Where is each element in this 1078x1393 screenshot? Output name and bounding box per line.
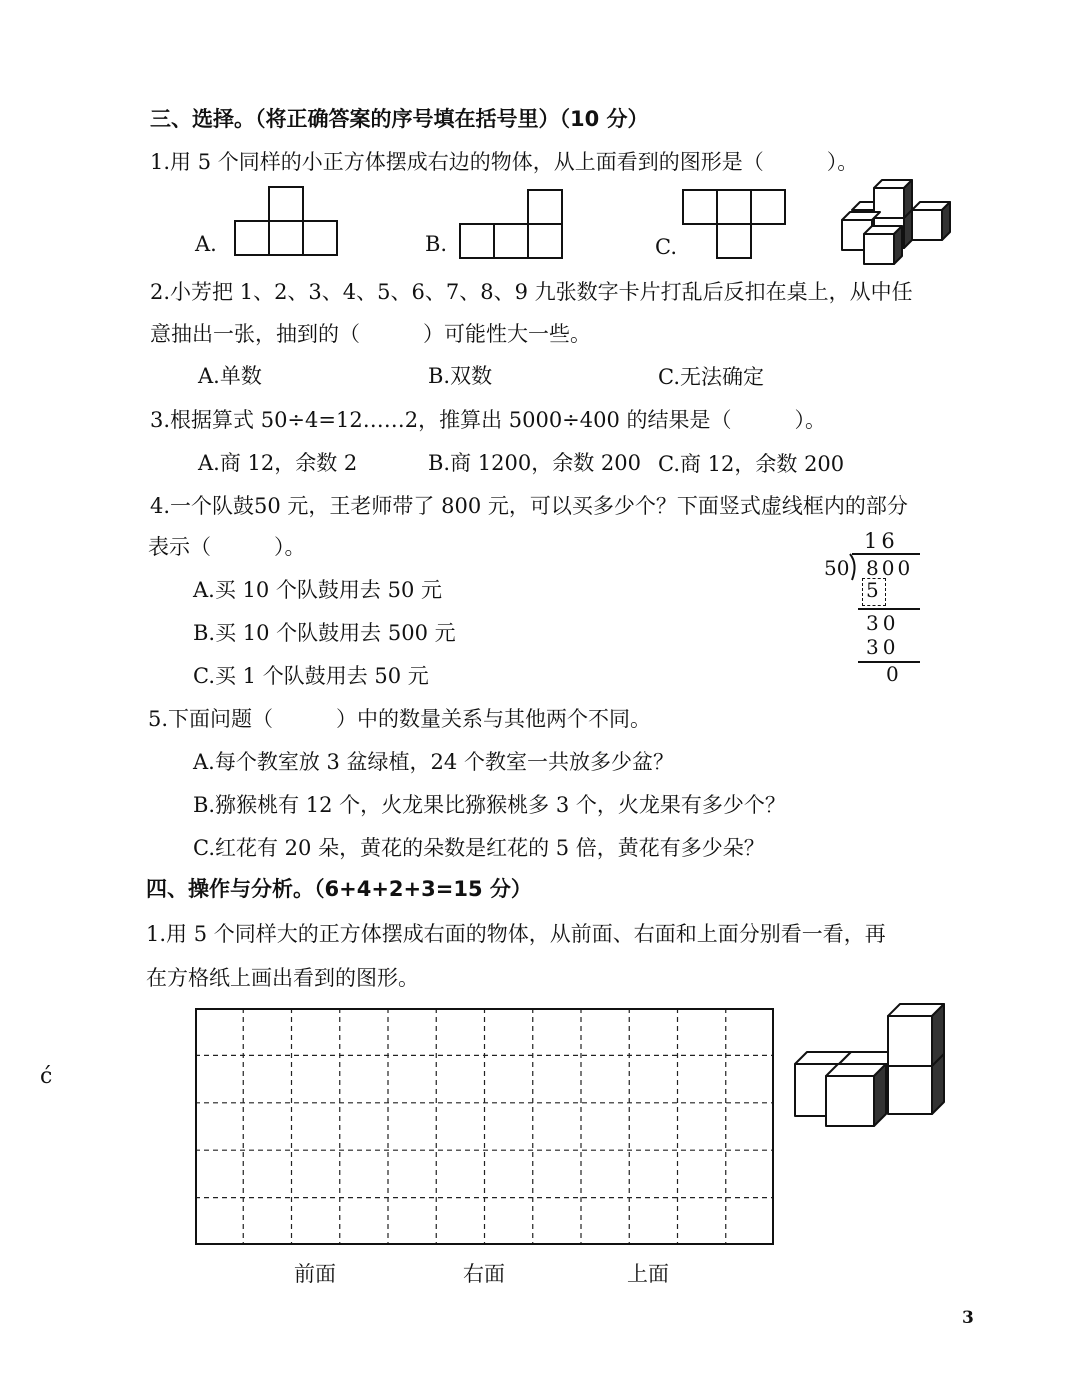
page-number: 3 [962,1308,974,1328]
division-dividend: 800 [866,556,914,580]
q3-option-a: A.商 12，余数 2 [198,451,358,475]
q1-figure-b [459,188,565,260]
label-front: 前面 [294,1262,336,1286]
q2-option-b: B.双数 [428,364,493,388]
margin-mark: ć [40,1064,53,1089]
division-step1: 5 [866,578,879,602]
q3-stem: 3.根据算式 50÷4=12……2，推算出 5000÷400 的结果是（ ）。 [150,408,827,432]
q1-option-c: C. [655,235,677,259]
q3-option-c: C.商 12，余数 200 [658,452,845,476]
q1-option-b: B. [425,232,448,256]
q1-option-a: A. [195,232,217,256]
q2-option-c: C.无法确定 [658,365,764,389]
division-step2: 30 [866,611,900,635]
q4-stem-line2: 表示（ ）。 [148,535,306,559]
q1-figure-a [234,185,338,257]
q2-stem-line2: 意抽出一张，抽到的（ ）可能性大一些。 [150,322,591,346]
q5-stem: 5.下面问题（ ）中的数量关系与其他两个不同。 [148,707,652,731]
division-step3: 30 [866,635,900,659]
label-right: 右面 [463,1262,505,1286]
division-rule-1 [858,608,920,610]
q5-option-c: C.红花有 20 朵，黄花的朵数是红花的 5 倍，黄花有多少朵？ [193,836,765,860]
q1-figure-c [682,188,788,260]
grid-paper[interactable] [195,1008,774,1245]
division-remainder: 0 [886,662,899,686]
section3-heading: 三、选择。（将正确答案的序号填在括号里）（10 分） [150,107,649,131]
q4-stem-line1: 4.一个队鼓50 元，王老师带了 800 元，可以买多少个？下面竖式虚线框内的部分 [150,494,908,518]
s4-q1-stem-line1: 1.用 5 个同样大的正方体摆成右面的物体，从前面、右面和上面分别看一看，再 [146,922,886,946]
division-divisor: 50 [824,556,850,580]
q3-option-b: B.商 1200，余数 200 [428,451,641,475]
section4-heading: 四、操作与分析。（6+4+2+3=15 分） [146,877,532,901]
division-bracket [848,552,924,582]
q4-option-b: B.买 10 个队鼓用去 500 元 [193,621,456,645]
q4-option-c: C.买 1 个队鼓用去 50 元 [193,664,429,688]
label-top: 上面 [627,1262,669,1286]
q5-option-b: B.猕猴桃有 12 个，火龙果比猕猴桃多 3 个，火龙果有多少个？ [193,793,786,817]
q5-option-a: A.每个教室放 3 盆绿植，24 个教室一共放多少盆？ [193,750,674,774]
s4-cube-object [792,1000,957,1132]
q1-cube-object [838,176,954,268]
q4-option-a: A.买 10 个队鼓用去 50 元 [193,578,442,602]
q1-stem: 1.用 5 个同样的小正方体摆成右边的物体，从上面看到的图形是（ ）。 [150,150,859,174]
q2-option-a: A.单数 [198,364,262,388]
q2-stem-line1: 2.小芳把 1、2、3、4、5、6、7、8、9 九张数字卡片打乱后反扣在桌上，从中任 [150,280,913,304]
division-quotient: 16 [864,529,899,553]
s4-q1-stem-line2: 在方格纸上画出看到的图形。 [146,966,419,990]
